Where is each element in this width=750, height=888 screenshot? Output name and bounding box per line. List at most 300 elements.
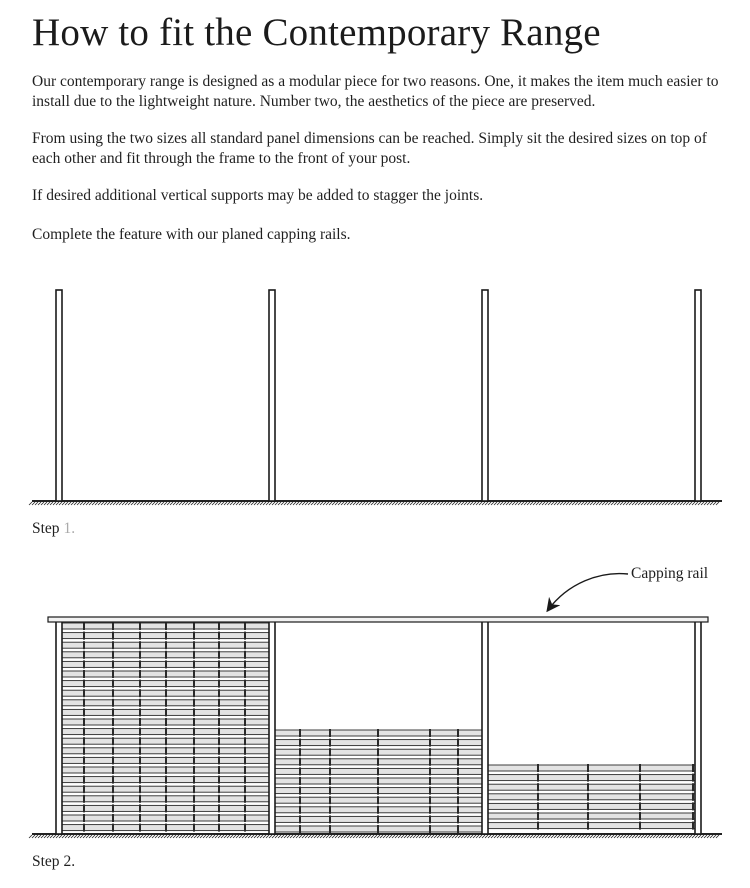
ground-hatch <box>698 502 701 505</box>
ground-hatch <box>227 502 230 505</box>
slat-fixing <box>193 804 195 812</box>
slat-fixing <box>83 747 85 755</box>
ground-hatch <box>80 835 83 838</box>
ground-hatch <box>212 835 215 838</box>
ground-hatch <box>353 835 356 838</box>
ground-hatch <box>677 835 680 838</box>
slat-fixing <box>218 728 220 736</box>
paragraph-supports: If desired additional vertical supports may be added to stagger the joints. <box>32 187 484 204</box>
ground-hatch <box>329 502 332 505</box>
slat-fixing <box>218 641 220 649</box>
slat-fixing <box>83 680 85 688</box>
ground-hatch <box>566 835 569 838</box>
slat-fixing <box>244 756 246 764</box>
slat-fixing <box>218 737 220 745</box>
slat-fixing <box>692 812 694 820</box>
ground-hatch <box>323 835 326 838</box>
slat-fixing <box>218 795 220 803</box>
slat-fixing <box>218 622 220 630</box>
ground-hatch <box>479 835 482 838</box>
slat-fixing <box>139 689 141 697</box>
ground-hatch <box>296 502 299 505</box>
ground-hatch <box>242 835 245 838</box>
ground-hatch <box>110 502 113 505</box>
slat-fixing <box>193 795 195 803</box>
capping-rail-callout: Capping rail <box>631 565 709 582</box>
slat-fixing <box>139 728 141 736</box>
ground-hatch <box>617 835 620 838</box>
ground-hatch <box>170 502 173 505</box>
ground-hatch <box>407 835 410 838</box>
ground-hatch <box>557 835 560 838</box>
ground-hatch <box>275 835 278 838</box>
ground-hatch <box>404 835 407 838</box>
page-title: How to fit the Contemporary Range <box>32 11 601 54</box>
paragraph-sizes: From using the two sizes all standard panel dimensions can be reached. Simply sit the desired sizes on top of each other and fit through the frame to the front of your post. <box>32 130 707 167</box>
ground-hatch <box>188 502 191 505</box>
ground-hatch <box>488 835 491 838</box>
slat-fixing <box>299 767 301 775</box>
ground-hatch <box>47 835 50 838</box>
ground-hatch <box>332 502 335 505</box>
ground-hatch <box>461 502 464 505</box>
ground-hatch <box>383 835 386 838</box>
slat-fixing <box>165 756 167 764</box>
slat-fixing <box>139 814 141 822</box>
ground-hatch <box>575 835 578 838</box>
ground-hatch <box>53 835 56 838</box>
ground-hatch <box>509 835 512 838</box>
ground-hatch <box>287 835 290 838</box>
ground-hatch <box>491 502 494 505</box>
post-3 <box>482 290 488 501</box>
ground-hatch <box>143 835 146 838</box>
ground-hatch <box>626 835 629 838</box>
ground-hatch <box>215 835 218 838</box>
slat-fixing <box>587 783 589 791</box>
ground-hatch <box>122 835 125 838</box>
slat-fixing <box>165 622 167 630</box>
slat-fixing <box>218 680 220 688</box>
ground-line <box>29 501 722 505</box>
slat-fixing <box>193 689 195 697</box>
ground-hatch <box>47 502 50 505</box>
slat-fixing <box>193 737 195 745</box>
slat-fixing <box>165 737 167 745</box>
ground-hatch <box>542 835 545 838</box>
slat-fixing <box>218 718 220 726</box>
ground-hatch <box>293 502 296 505</box>
ground-hatch <box>41 502 44 505</box>
ground-line <box>29 834 722 838</box>
ground-hatch <box>653 502 656 505</box>
ground-hatch <box>101 835 104 838</box>
ground-hatch <box>230 502 233 505</box>
slat-fixing <box>244 632 246 640</box>
slat-fixing <box>639 812 641 820</box>
ground-hatch <box>599 502 602 505</box>
ground-hatch <box>527 502 530 505</box>
ground-hatch <box>155 835 158 838</box>
ground-hatch <box>431 835 434 838</box>
ground-hatch <box>161 502 164 505</box>
ground-hatch <box>197 502 200 505</box>
post-2 <box>269 290 275 501</box>
ground-hatch <box>236 835 239 838</box>
ground-hatch <box>152 502 155 505</box>
ground-hatch <box>278 502 281 505</box>
ground-hatch <box>380 835 383 838</box>
ground-hatch <box>599 835 602 838</box>
ground-hatch <box>116 502 119 505</box>
step1-diagram <box>0 280 750 510</box>
ground-hatch <box>77 835 80 838</box>
slat-fixing <box>587 802 589 810</box>
ground-hatch <box>665 835 668 838</box>
ground-hatch <box>680 502 683 505</box>
ground-hatch <box>704 502 707 505</box>
ground-hatch <box>140 502 143 505</box>
slat-fixing <box>165 728 167 736</box>
ground-hatch <box>473 835 476 838</box>
ground-hatch <box>413 502 416 505</box>
ground-hatch <box>251 502 254 505</box>
slat-fixing <box>165 795 167 803</box>
slat-fixing <box>83 795 85 803</box>
slat-fixing <box>329 767 331 775</box>
ground-hatch <box>368 502 371 505</box>
ground-hatch <box>83 502 86 505</box>
ground-hatch <box>269 835 272 838</box>
ground-hatch <box>359 835 362 838</box>
ground-hatch <box>107 502 110 505</box>
ground-hatch <box>602 835 605 838</box>
slat-fixing <box>457 777 459 785</box>
ground-hatch <box>638 835 641 838</box>
ground-hatch <box>710 835 713 838</box>
slat-fixing <box>165 718 167 726</box>
slat-fixing <box>329 777 331 785</box>
ground-hatch <box>446 835 449 838</box>
slat-fixing <box>218 708 220 716</box>
ground-hatch <box>92 502 95 505</box>
slat-fixing <box>537 783 539 791</box>
ground-hatch <box>569 502 572 505</box>
ground-hatch <box>551 835 554 838</box>
ground-hatch <box>356 502 359 505</box>
ground-hatch <box>344 835 347 838</box>
slat-fixing <box>457 748 459 756</box>
ground-hatch <box>608 835 611 838</box>
ground-hatch <box>689 835 692 838</box>
slat-fixing <box>112 785 114 793</box>
ground-hatch <box>50 835 53 838</box>
ground-hatch <box>353 502 356 505</box>
ground-hatch <box>611 502 614 505</box>
slat-fixing <box>299 796 301 804</box>
capping-rail-bar <box>48 617 708 622</box>
ground-hatch <box>410 835 413 838</box>
paragraph-capping: Complete the feature with our planed capping rails. <box>32 226 351 243</box>
ground-hatch <box>320 502 323 505</box>
slat-fixing <box>377 767 379 775</box>
ground-hatch <box>110 835 113 838</box>
step2-diagram <box>0 555 750 845</box>
ground-hatch <box>503 502 506 505</box>
ground-hatch <box>425 502 428 505</box>
slat-fixing <box>218 766 220 774</box>
posts-group <box>56 290 701 501</box>
slat-fixing <box>429 729 431 737</box>
slat-fixing <box>218 747 220 755</box>
ground-hatch <box>326 502 329 505</box>
ground-hatch <box>449 835 452 838</box>
ground-hatch <box>203 502 206 505</box>
ground-hatch <box>464 835 467 838</box>
slat-fixing <box>112 747 114 755</box>
slat-fixing <box>139 699 141 707</box>
slat-fixing <box>193 824 195 832</box>
ground-hatch <box>662 835 665 838</box>
ground-hatch <box>401 502 404 505</box>
ground-hatch <box>167 835 170 838</box>
slat-fixing <box>639 822 641 830</box>
post-2 <box>269 621 275 834</box>
ground-hatch <box>593 835 596 838</box>
ground-hatch <box>692 502 695 505</box>
slat-fixing <box>587 764 589 772</box>
slat-fixing <box>193 718 195 726</box>
ground-hatch <box>287 502 290 505</box>
ground-hatch <box>374 835 377 838</box>
ground-hatch <box>545 502 548 505</box>
ground-hatch <box>530 835 533 838</box>
ground-hatch <box>425 835 428 838</box>
slat-fixing <box>139 680 141 688</box>
slat-fixing <box>329 787 331 795</box>
ground-hatch <box>251 835 254 838</box>
ground-hatch <box>140 835 143 838</box>
ground-hatch <box>104 502 107 505</box>
ground-hatch <box>437 835 440 838</box>
ground-hatch <box>497 502 500 505</box>
ground-hatch <box>614 835 617 838</box>
ground-hatch <box>200 502 203 505</box>
ground-hatch <box>623 835 626 838</box>
ground-hatch <box>296 835 299 838</box>
ground-hatch <box>641 835 644 838</box>
slat-fixing <box>218 632 220 640</box>
ground-hatch <box>290 502 293 505</box>
ground-hatch <box>218 502 221 505</box>
step2-label: Step <box>32 853 60 870</box>
ground-hatch <box>128 835 131 838</box>
slat-fixing <box>112 718 114 726</box>
slat-fixing <box>139 776 141 784</box>
slat-fixing <box>639 793 641 801</box>
ground-hatch <box>602 502 605 505</box>
slat-fixing <box>165 651 167 659</box>
slat-fixing <box>112 756 114 764</box>
ground-hatch <box>239 835 242 838</box>
post-4 <box>695 290 701 501</box>
ground-hatch <box>488 502 491 505</box>
ground-hatch <box>185 835 188 838</box>
slat-fixing <box>429 777 431 785</box>
ground-hatch <box>230 835 233 838</box>
ground-hatch <box>518 502 521 505</box>
slat-fixing <box>692 822 694 830</box>
ground-hatch <box>671 835 674 838</box>
slat-fixing <box>165 680 167 688</box>
ground-hatch <box>434 502 437 505</box>
ground-hatch <box>422 502 425 505</box>
ground-hatch <box>623 502 626 505</box>
slat-fixing <box>429 767 431 775</box>
ground-hatch <box>341 835 344 838</box>
post-1 <box>56 290 62 501</box>
ground-hatch <box>668 835 671 838</box>
step1-caption <box>32 520 75 538</box>
slat-fixing <box>83 756 85 764</box>
ground-hatch <box>629 502 632 505</box>
ground-hatch <box>596 835 599 838</box>
slat-fixing <box>329 796 331 804</box>
slat-fixing <box>244 776 246 784</box>
slat-fixing <box>218 651 220 659</box>
ground-hatch <box>416 835 419 838</box>
ground-hatch <box>455 835 458 838</box>
ground-hatch <box>173 502 176 505</box>
ground-hatch <box>314 502 317 505</box>
slat-fixing <box>218 699 220 707</box>
ground-hatch <box>299 502 302 505</box>
ground-hatch <box>374 502 377 505</box>
ground-hatch <box>209 502 212 505</box>
ground-hatch <box>524 835 527 838</box>
ground-hatch <box>713 502 716 505</box>
slat-fixing <box>218 756 220 764</box>
ground-hatch <box>644 835 647 838</box>
slat-fixing <box>165 632 167 640</box>
ground-hatch <box>644 502 647 505</box>
ground-hatch <box>137 502 140 505</box>
slat-fixing <box>244 785 246 793</box>
slat-fixing <box>83 632 85 640</box>
ground-hatch <box>89 502 92 505</box>
slat-fixing <box>193 622 195 630</box>
ground-hatch <box>119 835 122 838</box>
ground-hatch <box>689 502 692 505</box>
slat-fixing <box>112 766 114 774</box>
ground-hatch <box>170 835 173 838</box>
slat-fixing <box>218 814 220 822</box>
post-4 <box>695 621 701 834</box>
ground-hatch <box>461 835 464 838</box>
slat-fixing <box>457 787 459 795</box>
ground-hatch <box>272 502 275 505</box>
ground-hatch <box>539 835 542 838</box>
ground-hatch <box>413 835 416 838</box>
ground-hatch <box>524 502 527 505</box>
ground-hatch <box>680 835 683 838</box>
slat-fixing <box>244 641 246 649</box>
ground-hatch <box>167 502 170 505</box>
slat-fixing <box>244 651 246 659</box>
ground-hatch <box>677 502 680 505</box>
slat-fixing <box>587 822 589 830</box>
ground-hatch <box>173 835 176 838</box>
slat-fixing <box>244 728 246 736</box>
slat-fixing <box>83 641 85 649</box>
step2-caption <box>32 853 75 871</box>
ground-hatch <box>671 502 674 505</box>
ground-hatch <box>419 835 422 838</box>
slat-fixing <box>537 774 539 782</box>
ground-hatch <box>443 835 446 838</box>
ground-hatch <box>614 502 617 505</box>
slat-fixing <box>218 804 220 812</box>
ground-hatch <box>245 835 248 838</box>
slat-fixing <box>244 689 246 697</box>
ground-hatch <box>404 502 407 505</box>
slat-fixing <box>299 825 301 833</box>
ground-hatch <box>503 835 506 838</box>
ground-hatch <box>179 835 182 838</box>
ground-hatch <box>206 835 209 838</box>
post-3 <box>482 621 488 834</box>
slat-fixing <box>587 793 589 801</box>
ground-hatch <box>527 835 530 838</box>
ground-hatch <box>515 835 518 838</box>
ground-hatch <box>302 502 305 505</box>
ground-hatch <box>194 835 197 838</box>
ground-hatch <box>359 502 362 505</box>
ground-hatch <box>578 835 581 838</box>
ground-hatch <box>188 835 191 838</box>
ground-hatch <box>185 502 188 505</box>
ground-hatch <box>647 835 650 838</box>
ground-hatch <box>497 835 500 838</box>
ground-hatch <box>311 835 314 838</box>
callout-arrow <box>548 574 628 610</box>
ground-hatch <box>494 835 497 838</box>
ground-hatch <box>569 835 572 838</box>
ground-hatch <box>713 835 716 838</box>
ground-hatch <box>302 835 305 838</box>
slat-fixing <box>537 812 539 820</box>
ground-hatch <box>635 835 638 838</box>
slat-fixing <box>299 806 301 814</box>
slat-fixing <box>299 777 301 785</box>
ground-hatch <box>236 502 239 505</box>
slat-fixing <box>193 747 195 755</box>
ground-hatch <box>134 835 137 838</box>
slat-fixing <box>165 804 167 812</box>
slat-fixing <box>83 689 85 697</box>
step1-label: Step <box>32 520 60 537</box>
ground-hatch <box>32 502 35 505</box>
ground-hatch <box>137 835 140 838</box>
slat-fixing <box>112 737 114 745</box>
ground-hatch <box>440 502 443 505</box>
ground-hatch <box>701 835 704 838</box>
ground-hatch <box>698 835 701 838</box>
ground-hatch <box>566 502 569 505</box>
ground-hatch <box>650 502 653 505</box>
slat-fixing <box>429 825 431 833</box>
ground-hatch <box>500 502 503 505</box>
